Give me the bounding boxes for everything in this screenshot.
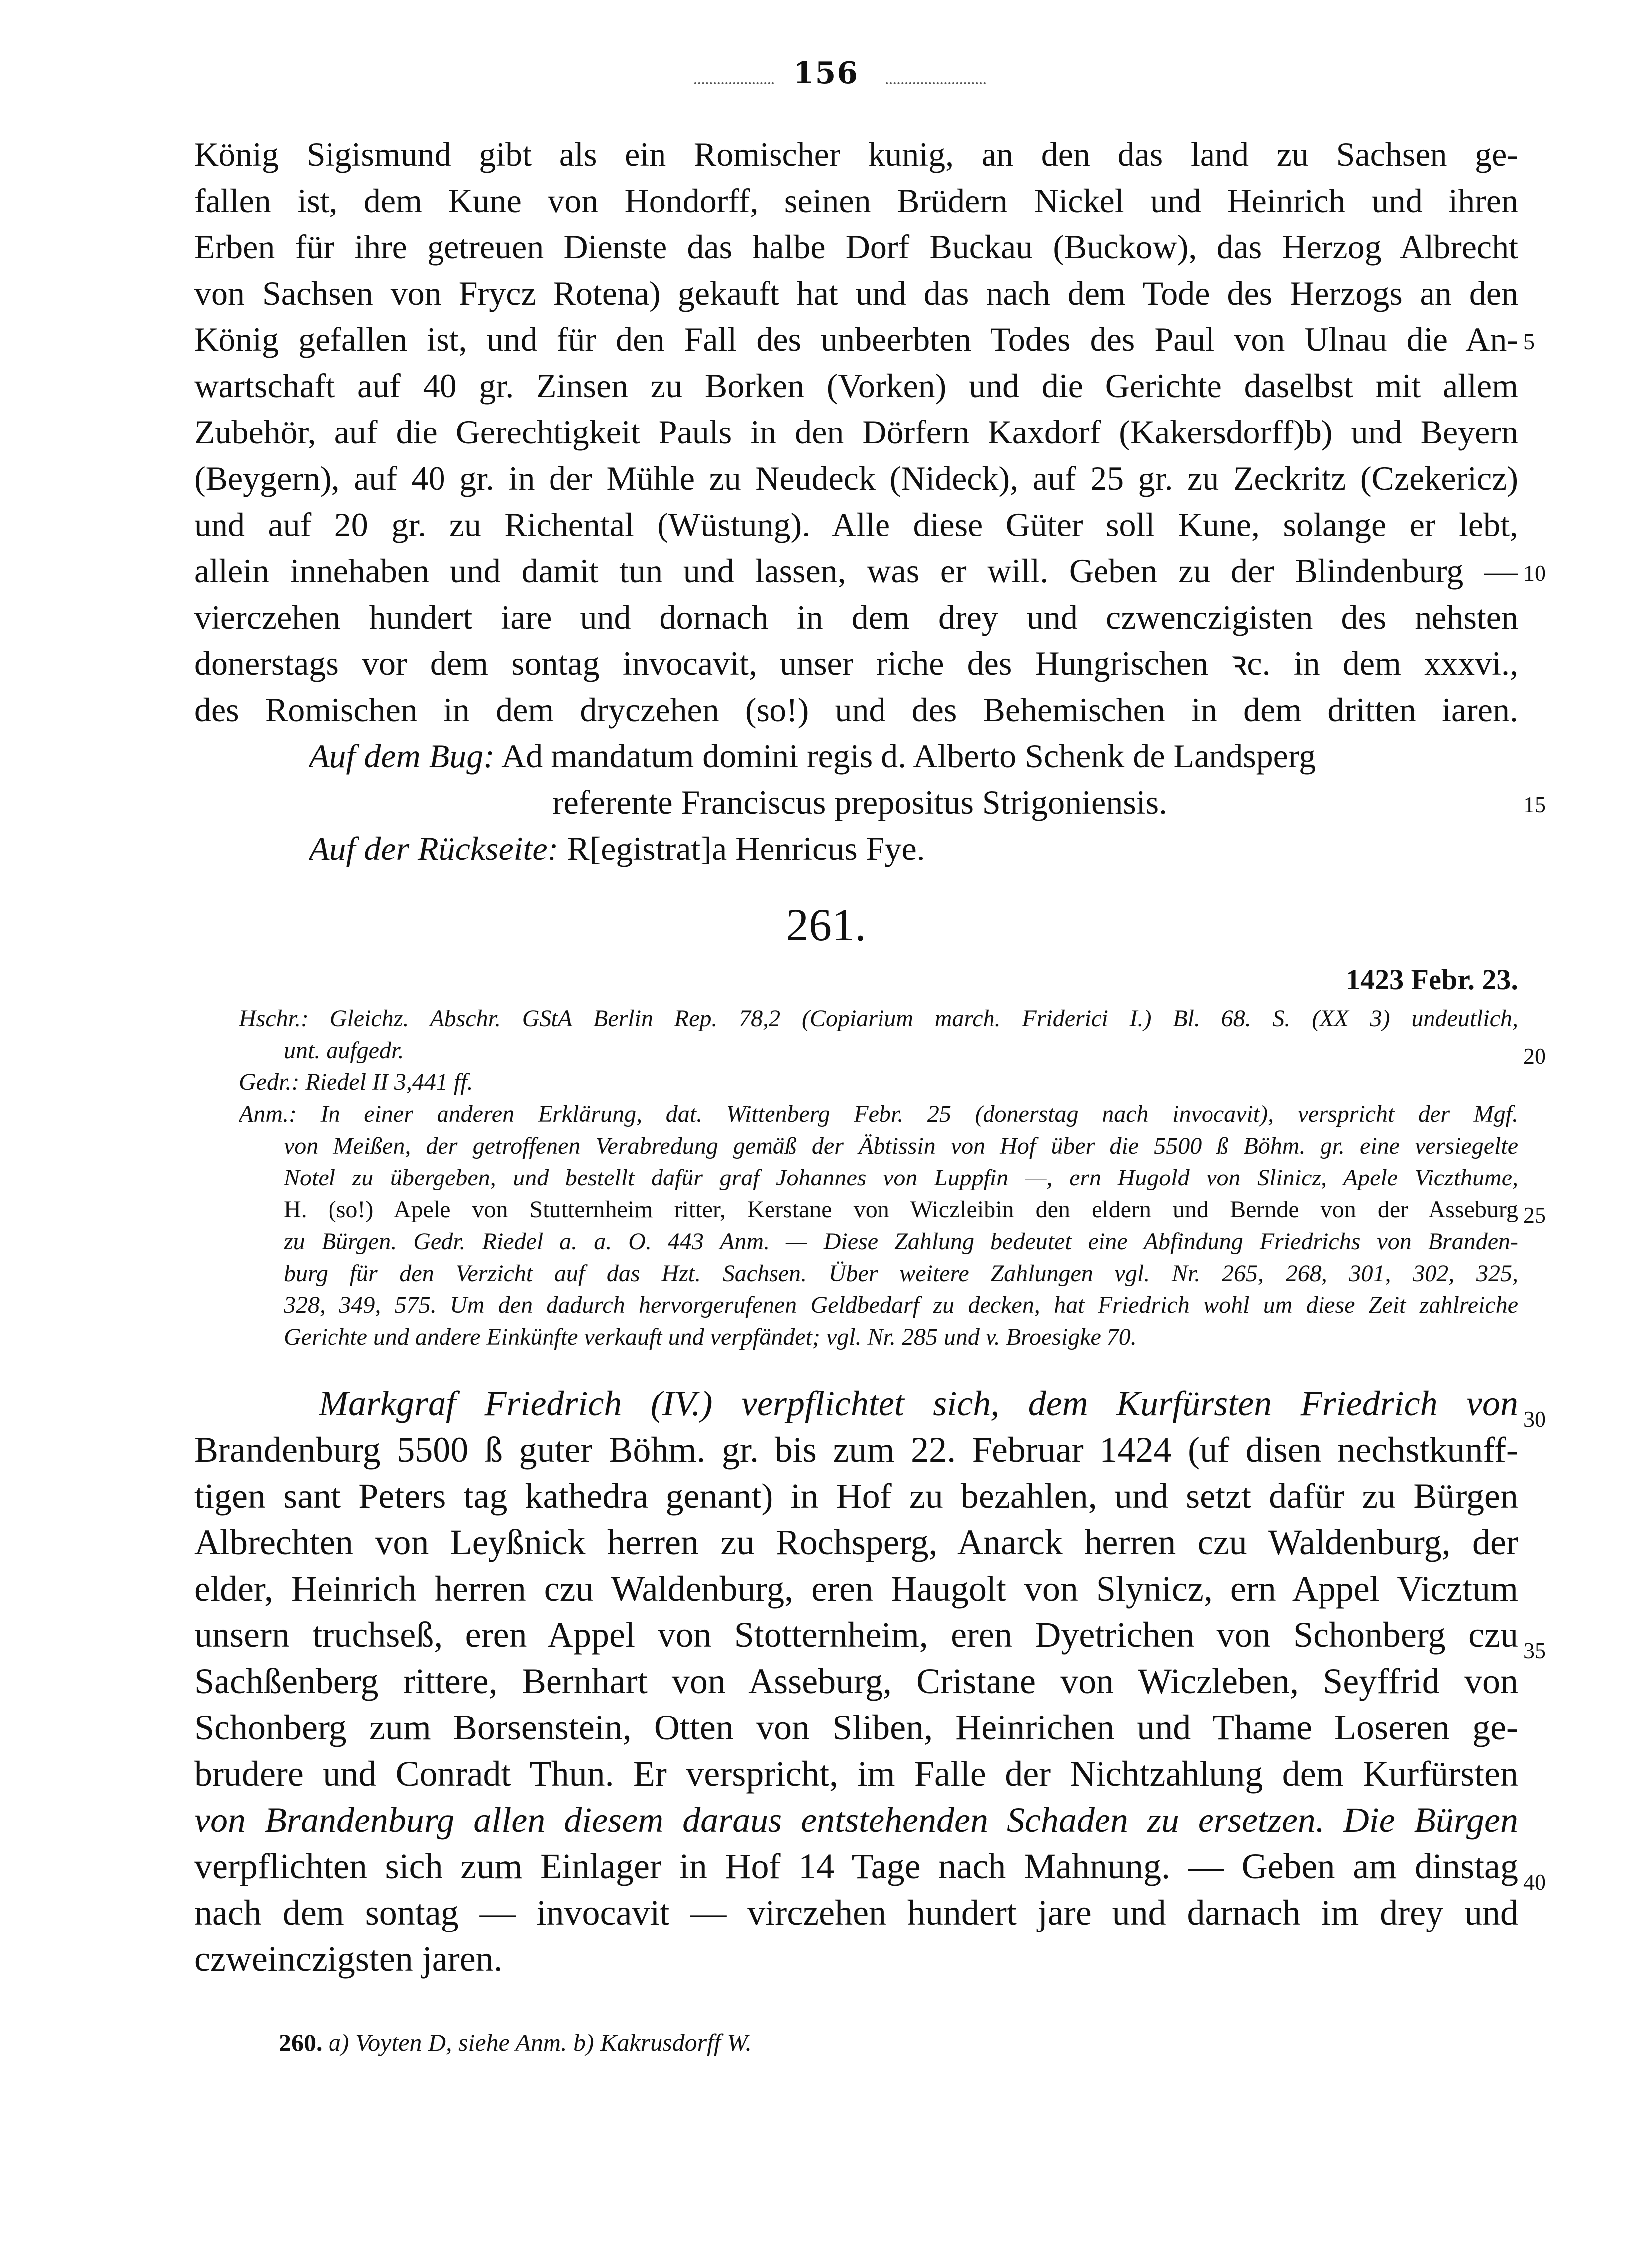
endorsement-line-2: referente Franciscus prepositus Strigoniensis.: [552, 783, 1168, 821]
text-line: (Beygern), auf 40 gr. in der Mühle zu Neudeck (Nideck), auf 25 gr. zu Zeckritz (Czekericz): [194, 459, 1518, 497]
endorsement-line: [309, 734, 1518, 778]
text-line: Zubehör, auf die Gerechtigkeit Pauls in den Dörfern Kaxdorf (Kakersdorff)b) und Beyern: [194, 413, 1518, 451]
endorsement-label: Auf dem Bug:: [309, 737, 495, 775]
footnote-text: a) Voyten D, siehe Anm. b) Kakrusdorff W.: [329, 2029, 752, 2056]
reverse-line: [309, 826, 1518, 871]
document-date: 1423 Febr. 23.: [1346, 964, 1518, 996]
regest-line: unsern truchseß, eren Appel von Stotternheim, eren Dyetrichen von Schonberg czu: [194, 1615, 1518, 1655]
regest-line: tigen sant Peters tag kathedra genant) in Hof zu bezahlen, und setzt dafür zu Bürgen: [194, 1476, 1518, 1516]
regest-line: Schonberg zum Borsenstein, Otten von Sliben, Heinrichen und Thame Loseren ge-: [194, 1708, 1518, 1747]
margin-line-number: 25: [1523, 1202, 1546, 1228]
reverse-text: R[egistrat]a Henricus Fye.: [567, 830, 925, 867]
text-line: Erben für ihre getreuen Dienste das halbe Dorf Buckau (Buckow), das Herzog Albrecht: [194, 228, 1518, 266]
apparatus-line: zu Bürgen. Gedr. Riedel a. a. O. 443 Anm. — Diese Zahlung bedeutet eine Abfindung Friedrichs von Branden-: [284, 1228, 1518, 1255]
text-line: vierczehen hundert iare und dornach in dem drey und czwenczigisten des nehsten: [194, 598, 1518, 636]
apparatus-line: Hschr.: Gleichz. Abschr. GStA Berlin Rep. 78,2 (Copiarium march. Friderici I.) Bl. 68. S. (XX 3) undeutlich,: [239, 1005, 1518, 1032]
apparatus-line: H. (so!) Apele von Stutternheim ritter, Kerstane von Wiczleibin den eldern und Bernde von der Asseburg: [284, 1196, 1518, 1223]
apparatus-line: von Meißen, der getroffenen Verabredung gemäß der Äbtissin von Hof über die 5500 ß Böhm. gr. eine versiegelte: [284, 1133, 1518, 1159]
margin-line-number: 5: [1523, 329, 1535, 354]
text-line: fallen ist, dem Kune von Hondorff, seinen Brüdern Nickel und Heinrich und ihren: [194, 182, 1518, 219]
apparatus-line: Gerichte und andere Einkünfte verkauft und verpfändet; vgl. Nr. 285 und v. Broesigke 70.: [284, 1324, 1137, 1350]
margin-line-number: 10: [1523, 560, 1546, 586]
text-line: und auf 20 gr. zu Richental (Wüstung). Alle diese Güter soll Kune, solange er lebt,: [194, 506, 1518, 543]
text-line: allein innehaben und damit tun und lassen, was er will. Geben zu der Blindenburg —: [194, 552, 1518, 590]
footnote-ref: 260.: [279, 2029, 323, 2056]
apparatus-line: Gedr.: Riedel II 3,441 ff.: [239, 1069, 473, 1095]
header-rule-right: [886, 82, 986, 84]
apparatus-line: burg für den Verzicht auf das Hzt. Sachsen. Über weitere Zahlungen vgl. Nr. 265, 268, 301, 302, 325,: [284, 1260, 1518, 1287]
margin-line-number: 35: [1523, 1638, 1546, 1663]
endorsement-text: Ad mandatum domini regis d. Alberto Schenk de Landsperg: [501, 737, 1316, 775]
text-line: König Sigismund gibt als ein Romischer kunig, an den das land zu Sachsen ge-: [194, 135, 1518, 173]
regest-line: Albrechten von Leyßnick herren zu Rochsperg, Anarck herren czu Waldenburg, der: [194, 1522, 1518, 1562]
text-line: König gefallen ist, und für den Fall des unbeerbten Todes des Paul von Ulnau die An-: [194, 321, 1518, 358]
apparatus-line: 328, 349, 575. Um den dadurch hervorgerufenen Geldbedarf zu decken, hat Friedrich wohl um diese Zeit zahlreiche: [284, 1292, 1518, 1318]
regest-line: brudere und Conradt Thun. Er verspricht, im Falle der Nichtzahlung dem Kurfürsten: [194, 1754, 1518, 1794]
apparatus-line: Notel zu übergeben, und bestellt dafür graf Johannes von Luppfin —, ern Hugold von Slinicz, Apele Viczthume,: [284, 1165, 1518, 1191]
margin-line-number: 15: [1523, 792, 1546, 817]
page-number: 156: [793, 56, 859, 91]
reverse-label: Auf der Rückseite:: [309, 830, 559, 867]
regest-line: nach dem sontag — invocavit — virczehen hundert jare und darnach im drey und: [194, 1893, 1518, 1932]
footnote: [279, 2028, 1473, 2057]
margin-line-number: 20: [1523, 1043, 1546, 1069]
apparatus-line: Anm.: In einer anderen Erklärung, dat. Wittenberg Febr. 25 (donerstag nach invocavit), verspricht der Mgf.: [239, 1101, 1518, 1127]
regest-line: Sachßenberg rittere, Bernhart von Asseburg, Cristane von Wiczleben, Seyffrid von: [194, 1661, 1518, 1701]
regest-line: von Brandenburg allen diesem daraus entstehenden Schaden zu ersetzen. Die Bürgen: [194, 1800, 1518, 1840]
document-number: 261.: [786, 899, 866, 950]
text-line: von Sachsen von Frycz Rotena) gekauft hat und das nach dem Tode des Herzogs an den: [194, 274, 1518, 312]
text-line: des Romischen in dem dryczehen (so!) und des Behemischen in dem dritten iaren.: [194, 691, 1518, 729]
margin-line-number: 30: [1523, 1406, 1546, 1432]
regest-line: elder, Heinrich herren czu Waldenburg, eren Haugolt von Slynicz, ern Appel Vicztum: [194, 1569, 1518, 1609]
regest-line: Brandenburg 5500 ß guter Böhm. gr. bis zum 22. Februar 1424 (uf disen nechstkunff-: [194, 1430, 1518, 1470]
regest-line: Markgraf Friedrich (IV.) verpflichtet sich, dem Kurfürsten Friedrich von: [319, 1384, 1518, 1423]
text-line: donerstags vor dem sontag invocavit, unser riche des Hungrischen ꝛc. in dem xxxvi.,: [194, 644, 1518, 682]
apparatus-line: unt. aufgedr.: [284, 1037, 404, 1064]
regest-line: verpflichten sich zum Einlager in Hof 14 Tage nach Mahnung. — Geben am dinstag: [194, 1846, 1518, 1886]
regest-line: czweinczigsten jaren.: [194, 1939, 503, 1979]
margin-line-number: 40: [1523, 1869, 1546, 1895]
text-line: wartschaft auf 40 gr. Zinsen zu Borken (Vorken) und die Gerichte daselbst mit allem: [194, 367, 1518, 405]
